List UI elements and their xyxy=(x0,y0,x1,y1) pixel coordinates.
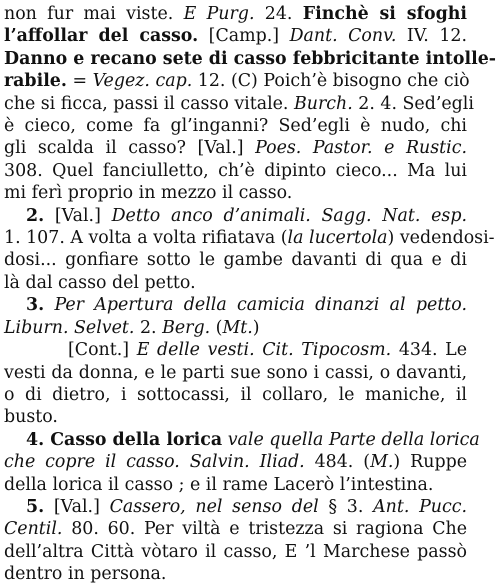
text-run: 80. 60. Per viltà e tristezza si ragiona Che xyxy=(62,519,467,540)
italic-text: Dant. Conv. xyxy=(289,26,397,47)
text-run: busto. xyxy=(4,407,58,428)
text-run: non fur mai viste. xyxy=(4,4,184,24)
text-line xyxy=(4,272,467,294)
text-line xyxy=(4,541,467,563)
text-run: vesti da donna, e le parti sue sono i cassi, o davanti, xyxy=(4,362,467,383)
text-line xyxy=(4,205,467,227)
text-run: 1. 107. A volta a volta rifiatava ( xyxy=(4,228,288,249)
text-run: 2. xyxy=(134,317,163,338)
entry-text xyxy=(4,3,496,586)
text-run: IV. 12. xyxy=(396,26,467,47)
italic-text: Berg. xyxy=(162,317,211,338)
text-run: là dal casso del petto. xyxy=(4,272,196,293)
italic-text: Ant. Pucc. xyxy=(373,496,468,517)
text-line xyxy=(4,518,467,540)
text-line xyxy=(4,496,467,518)
text-run: 434. Le xyxy=(391,340,468,361)
italic-text: E Purg. xyxy=(183,4,255,24)
text-run xyxy=(44,295,54,315)
text-run: ) vedendosi- xyxy=(387,228,495,249)
italic-text: Centil. xyxy=(4,519,63,540)
text-run: dentro in persona. xyxy=(4,564,167,585)
text-line xyxy=(4,384,467,406)
text-line xyxy=(4,294,467,316)
text-run: [Val.] xyxy=(44,205,112,226)
text-line xyxy=(4,451,467,473)
italic-text: Cassero, nel senso del xyxy=(109,496,319,517)
text-run: mi ferì proprio in mezzo il casso. xyxy=(4,183,293,204)
text-run: dosi... gonfiare sotto le gambe davanti di qua e di xyxy=(4,250,467,271)
italic-text: Vegez. cap. xyxy=(92,71,193,92)
italic-text: Mt. xyxy=(222,317,253,338)
italic-text: Detto anco d’animali. Sagg. Nat. esp. xyxy=(111,205,467,226)
text-line xyxy=(4,227,495,249)
italic-text: che copre il casso. Salvin. Iliad. xyxy=(4,452,305,473)
bold-text: Finchè si sfoghi xyxy=(302,4,468,24)
italic-text: Per Apertura della camicia dinanzi al petto. xyxy=(54,295,467,316)
text-run: [Cont.] xyxy=(68,340,137,361)
bold-text: 3. xyxy=(26,295,45,316)
text-line xyxy=(4,48,496,70)
text-run: è cieco, come fa gl’inganni? Sed’egli è nudo, chi xyxy=(4,116,467,137)
text-line xyxy=(4,339,467,361)
bold-text: Danno e recano sete di casso febbricitante intolle- xyxy=(4,48,496,69)
text-run: che si ficca, passi il casso vitale. xyxy=(4,93,294,114)
text-line xyxy=(4,70,470,92)
bold-text: l’affollar del casso. xyxy=(4,26,199,47)
text-line xyxy=(4,115,467,137)
text-run: 484. ( xyxy=(304,452,371,473)
text-line xyxy=(4,474,467,496)
italic-text: E delle vesti. Cit. Tipocosm. xyxy=(136,340,392,361)
text-line xyxy=(4,160,467,182)
text-line xyxy=(4,249,467,271)
text-line xyxy=(4,137,467,159)
text-line xyxy=(4,563,467,585)
italic-text: M. xyxy=(370,452,394,473)
text-run: 24. xyxy=(254,4,303,24)
italic-text: Burch. xyxy=(293,93,353,114)
text-run: [Val.] xyxy=(44,496,110,517)
italic-text: Liburn. Selvet. xyxy=(4,317,135,338)
text-line xyxy=(4,362,467,384)
text-line xyxy=(4,3,467,25)
text-run: dell’altra Città vòtaro il casso, E ’l Marchese passò xyxy=(4,541,467,562)
text-run: o di dietro, i sottocassi, il collaro, le maniche, il xyxy=(4,384,467,405)
text-run: ) xyxy=(252,317,260,338)
text-line xyxy=(4,182,467,204)
text-line xyxy=(4,429,480,451)
text-run: = xyxy=(66,71,93,92)
text-run: gli scalda il casso? [Val.] xyxy=(4,138,256,159)
text-run: 308. Quel fanciulletto, ch’è dipinto cieco... Ma lui xyxy=(4,160,467,181)
text-run: 2. 4. Sed’egli xyxy=(352,93,474,114)
text-run: [Camp.] xyxy=(198,26,290,47)
text-run: § 3. xyxy=(318,496,374,517)
text-line xyxy=(4,25,467,47)
text-run: ) Ruppe xyxy=(393,452,468,473)
bold-text: 5. xyxy=(26,496,45,517)
text-run: 12. (C) Poich’è bisogno che ciò xyxy=(192,71,470,92)
text-line xyxy=(4,93,474,115)
text-line xyxy=(4,406,467,428)
text-run: ( xyxy=(210,317,223,338)
bold-text: rabile. xyxy=(4,71,67,92)
italic-text: la lucertola xyxy=(287,228,388,249)
italic-text: vale quella Parte della lorica xyxy=(227,429,480,450)
italic-text: Poes. Pastor. e Rustic. xyxy=(255,138,467,159)
text-run: della lorica il casso ; e il rame Lacerò l’intestina. xyxy=(4,474,434,495)
text-line xyxy=(4,317,467,339)
bold-text: 2. xyxy=(26,205,45,226)
bold-text: 4. Casso della lorica xyxy=(26,429,223,450)
